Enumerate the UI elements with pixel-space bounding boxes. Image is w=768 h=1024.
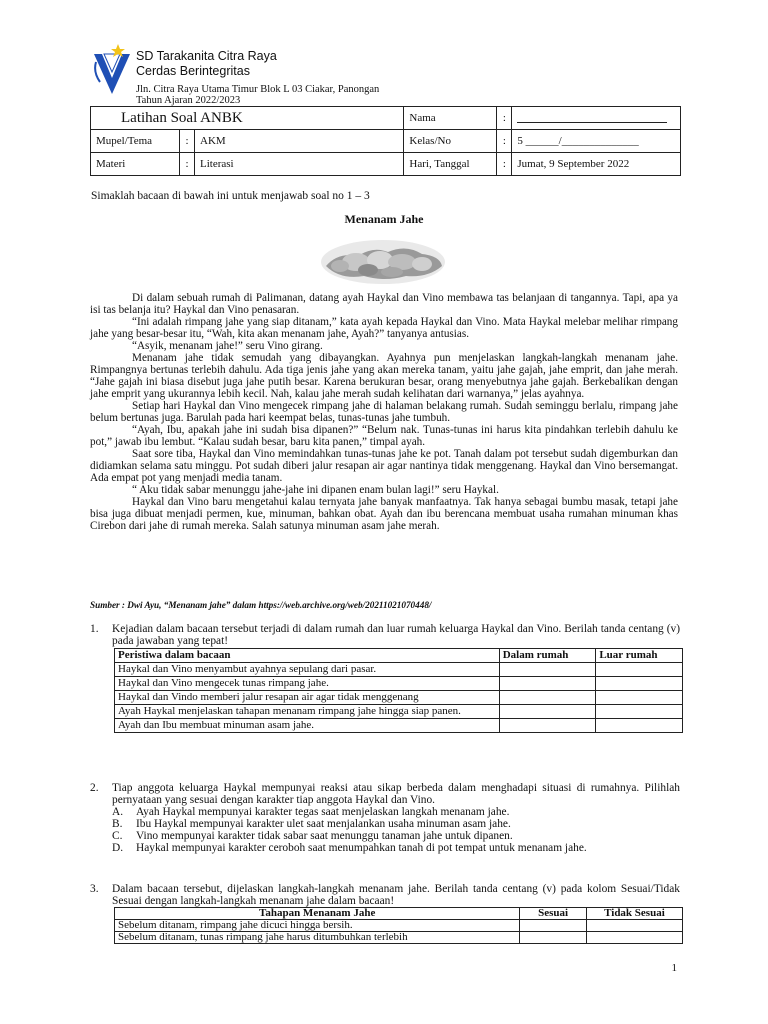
table-header: Sesuai [520,908,587,920]
hari-label: Hari, Tanggal [404,153,497,176]
mupel-label: Mupel/Tema [91,130,180,153]
checkbox-luar-rumah[interactable] [596,705,683,719]
question-text: Tiap anggota keluarga Haykal mempunyai reaksi atau sikap berbeda dalam menghadapi situasi di rumahnya. Pilihlah pernyataan yang sesuai dengan karakter tiap anggota Haykal dan Vino. [112,782,680,806]
story-paragraph: Di dalam sebuah rumah di Palimanan, datang ayah Haykal dan Vino membawa tas belanjaan di tangannya. Tapi, apa ya isi tas belanja itu? Haykal dan Vino penasaran. [90,292,678,316]
question-3-table [114,907,683,944]
question-text: Kejadian dalam bacaan tersebut terjadi di dalam rumah dan luar rumah keluarga Haykal dan Vino. Berilah tanda centang (v) pada jawaban yang tepat! [112,623,680,647]
question-1 [90,623,680,647]
checkbox-tidak-sesuai[interactable] [586,920,682,932]
option-a[interactable]: A. Ayah Haykal mempunyai karakter tegas saat menjelaskan langkah menanam jahe. [112,806,510,818]
school-address: Jln. Citra Raya Utama Timur Blok L 03 Ciakar, Panongan [136,84,380,95]
option-c[interactable]: C. Vino mempunyai karakter tidak sabar saat menunggu tanaman jahe untuk dipanen. [112,830,513,842]
option-d[interactable]: D. Haykal mempunyai karakter ceroboh saat menumpahkan tanah di pot tempat untuk menanam jahe. [112,842,587,854]
school-address-block [136,84,379,106]
intro-instruction: Simaklah bacaan di bawah ini untuk menjawab soal no 1 – 3 [91,190,370,202]
school-year: Tahun Ajaran 2022/2023 [136,95,241,106]
checkbox-dalam-rumah[interactable] [499,691,596,705]
question-3 [90,883,680,907]
checkbox-sesuai[interactable] [520,932,587,944]
table-row [115,719,683,733]
page-number: 1 [671,962,677,974]
kelas-field[interactable]: 5 ______/______________ [512,130,681,153]
question-text: Dalam bacaan tersebut, dijelaskan langkah-langkah menanam jahe. Berilah tanda centang (v) pada kolom Sesuai/Tidak Sesuai dengan langkah-langkah menanam jahe dalam bacaan! [112,883,680,907]
table-header: Tidak Sesuai [586,908,682,920]
checkbox-luar-rumah[interactable] [596,691,683,705]
event-cell: Ayah Haykal menjelaskan tahapan menanam rimpang jahe hingga siap panen. [115,705,500,719]
story-body [90,292,678,532]
story-paragraph: “Ini adalah rimpang jahe yang siap ditanam,” kata ayah kepada Haykal dan Vino. Mata Haykal melebar melihar rimpang jahe yang besar-besar itu, “Wah, kita akan menanam jahe, Ayah?” tanyanya antusias. [90,316,678,340]
materi-label: Materi [91,153,180,176]
story-title: Menanam Jahe [344,212,424,226]
checkbox-dalam-rumah[interactable] [499,719,596,733]
mupel-value: AKM [195,130,404,153]
story-paragraph: Setiap hari Haykal dan Vino mengecek rimpang jahe di halaman belakang rumah. Sudah seminggu berlalu, rimpang jahe belum bertunas juga. Barulah pada hari keempat belas, tunas-tunas jahe tumbuh. [90,400,678,424]
answer-options [112,806,680,854]
nama-field[interactable] [512,107,681,130]
question-2 [90,782,680,854]
table-row [115,920,683,932]
question-number: 2. [90,782,99,794]
table-row [115,932,683,944]
event-cell: Ayah dan Ibu membuat minuman asam jahe. [115,719,500,733]
story-paragraph: Haykal dan Vino baru mengetahui kalau ternyata jahe banyak manfaatnya. Tak hanya sebagai bumbu masak, tetapi jahe bisa juga dibuat menjadi permen, kue, minuman, bahkan obat. Ayah dan ibu berencana membuat usaha rumahan minuman khas Cirebon dari jahe di rumah mereka. Salah satunya minuman asam jahe merah. [90,496,678,532]
hari-value: Jumat, 9 September 2022 [512,153,681,176]
checkbox-dalam-rumah[interactable] [499,663,596,677]
school-header [136,49,277,79]
school-logo [92,42,132,96]
story-source: Sumber : Dwi Ayu, “Menanam jahe” dalam https://web.archive.org/web/20211021070448/ [90,600,432,610]
event-cell: Haykal dan Vindo memberi jalur resapan air agar tidak menggenang [115,691,500,705]
story-paragraph: Saat sore tiba, Haykal dan Vino memindahkan tunas-tunas jahe ke pot. Tanah dalam pot tersebut sudah digemburkan dan didiamkan selama satu minggu. Pot sudah diberi jalur resapan air agar nantinya tidak menggenang. Haykal dan Vino bersemangat. Ada empat pot yang menjadi media tanam. [90,448,678,484]
event-cell: Haykal dan Vino mengecek tunas rimpang jahe. [115,677,500,691]
question-number: 1. [90,623,99,635]
kelas-label: Kelas/No [404,130,497,153]
checkbox-luar-rumah[interactable] [596,677,683,691]
table-row [115,705,683,719]
ginger-image [318,232,448,286]
checkbox-dalam-rumah[interactable] [499,677,596,691]
event-cell: Haykal dan Vino menyambut ayahnya sepulang dari pasar. [115,663,500,677]
table-row [115,691,683,705]
story-paragraph: “Ayah, Ibu, apakah jahe ini sudah bisa dipanen?” “Belum nak. Tunas-tunas ini harus kita pindahkan terlebih dahulu ke pot,” jawab ibu lembut. “Kalau sudah besar, baru kita panen,” timpal ayah. [90,424,678,448]
checkbox-tidak-sesuai[interactable] [586,932,682,944]
option-b[interactable]: B. Ibu Haykal mempunyai karakter ulet saat menjalankan usaha minuman asam jahe. [112,818,511,830]
table-header: Dalam rumah [499,649,596,663]
question-1-table [114,648,683,733]
header-table: Latihan Soal ANBK Nama : Mupel/Tema : AKM Kelas/No : 5 ______/______________ Materi : Literasi Hari, Tanggal : Jumat, 9 September 2022 [90,106,681,176]
story-paragraph: “ Aku tidak sabar menunggu jahe-jahe ini dipanen enam bulan lagi!” seru Haykal. [132,484,499,496]
step-cell: Sebelum ditanam, tunas rimpang jahe harus ditumbuhkan terlebih [115,932,520,944]
checkbox-luar-rumah[interactable] [596,663,683,677]
school-motto: Cerdas Berintegritas [136,64,250,78]
table-header: Luar rumah [596,649,683,663]
checkbox-dalam-rumah[interactable] [499,705,596,719]
story-paragraph: “Asyik, menanam jahe!” seru Vino girang. [132,340,323,352]
worksheet-title: Latihan Soal ANBK [91,107,404,130]
story-paragraph: Menanam jahe tidak semudah yang dibayangkan. Ayahnya pun menjelaskan langkah-langkah menanam jahe. Rimpangnya bertunas terlebih dahulu. Ada tiga jenis jahe yang akan mereka tanam, yaitu jahe gajah, jahe emprit, dan jahe merah. “Jahe gajah ini biasa disebut juga jahe putih besar. Karena berukuran besar, orang menyebutnya jahe gajah. Berkebalikan dengan jahe emprit yang ukurannya lebih kecil. Nah, kalau jahe merah sudah kelihatan dari warnanya,” jelas ayahnya. [90,352,678,400]
table-header: Peristiwa dalam bacaan [115,649,500,663]
materi-value: Literasi [195,153,404,176]
table-row [115,677,683,691]
step-cell: Sebelum ditanam, rimpang jahe dicuci hingga bersih. [115,920,520,932]
question-number: 3. [90,883,99,895]
checkbox-sesuai[interactable] [520,920,587,932]
table-header: Tahapan Menanam Jahe [115,908,520,920]
nama-label: Nama [404,107,497,130]
school-name: SD Tarakanita Citra Raya [136,49,277,63]
table-row [115,663,683,677]
checkbox-luar-rumah[interactable] [596,719,683,733]
